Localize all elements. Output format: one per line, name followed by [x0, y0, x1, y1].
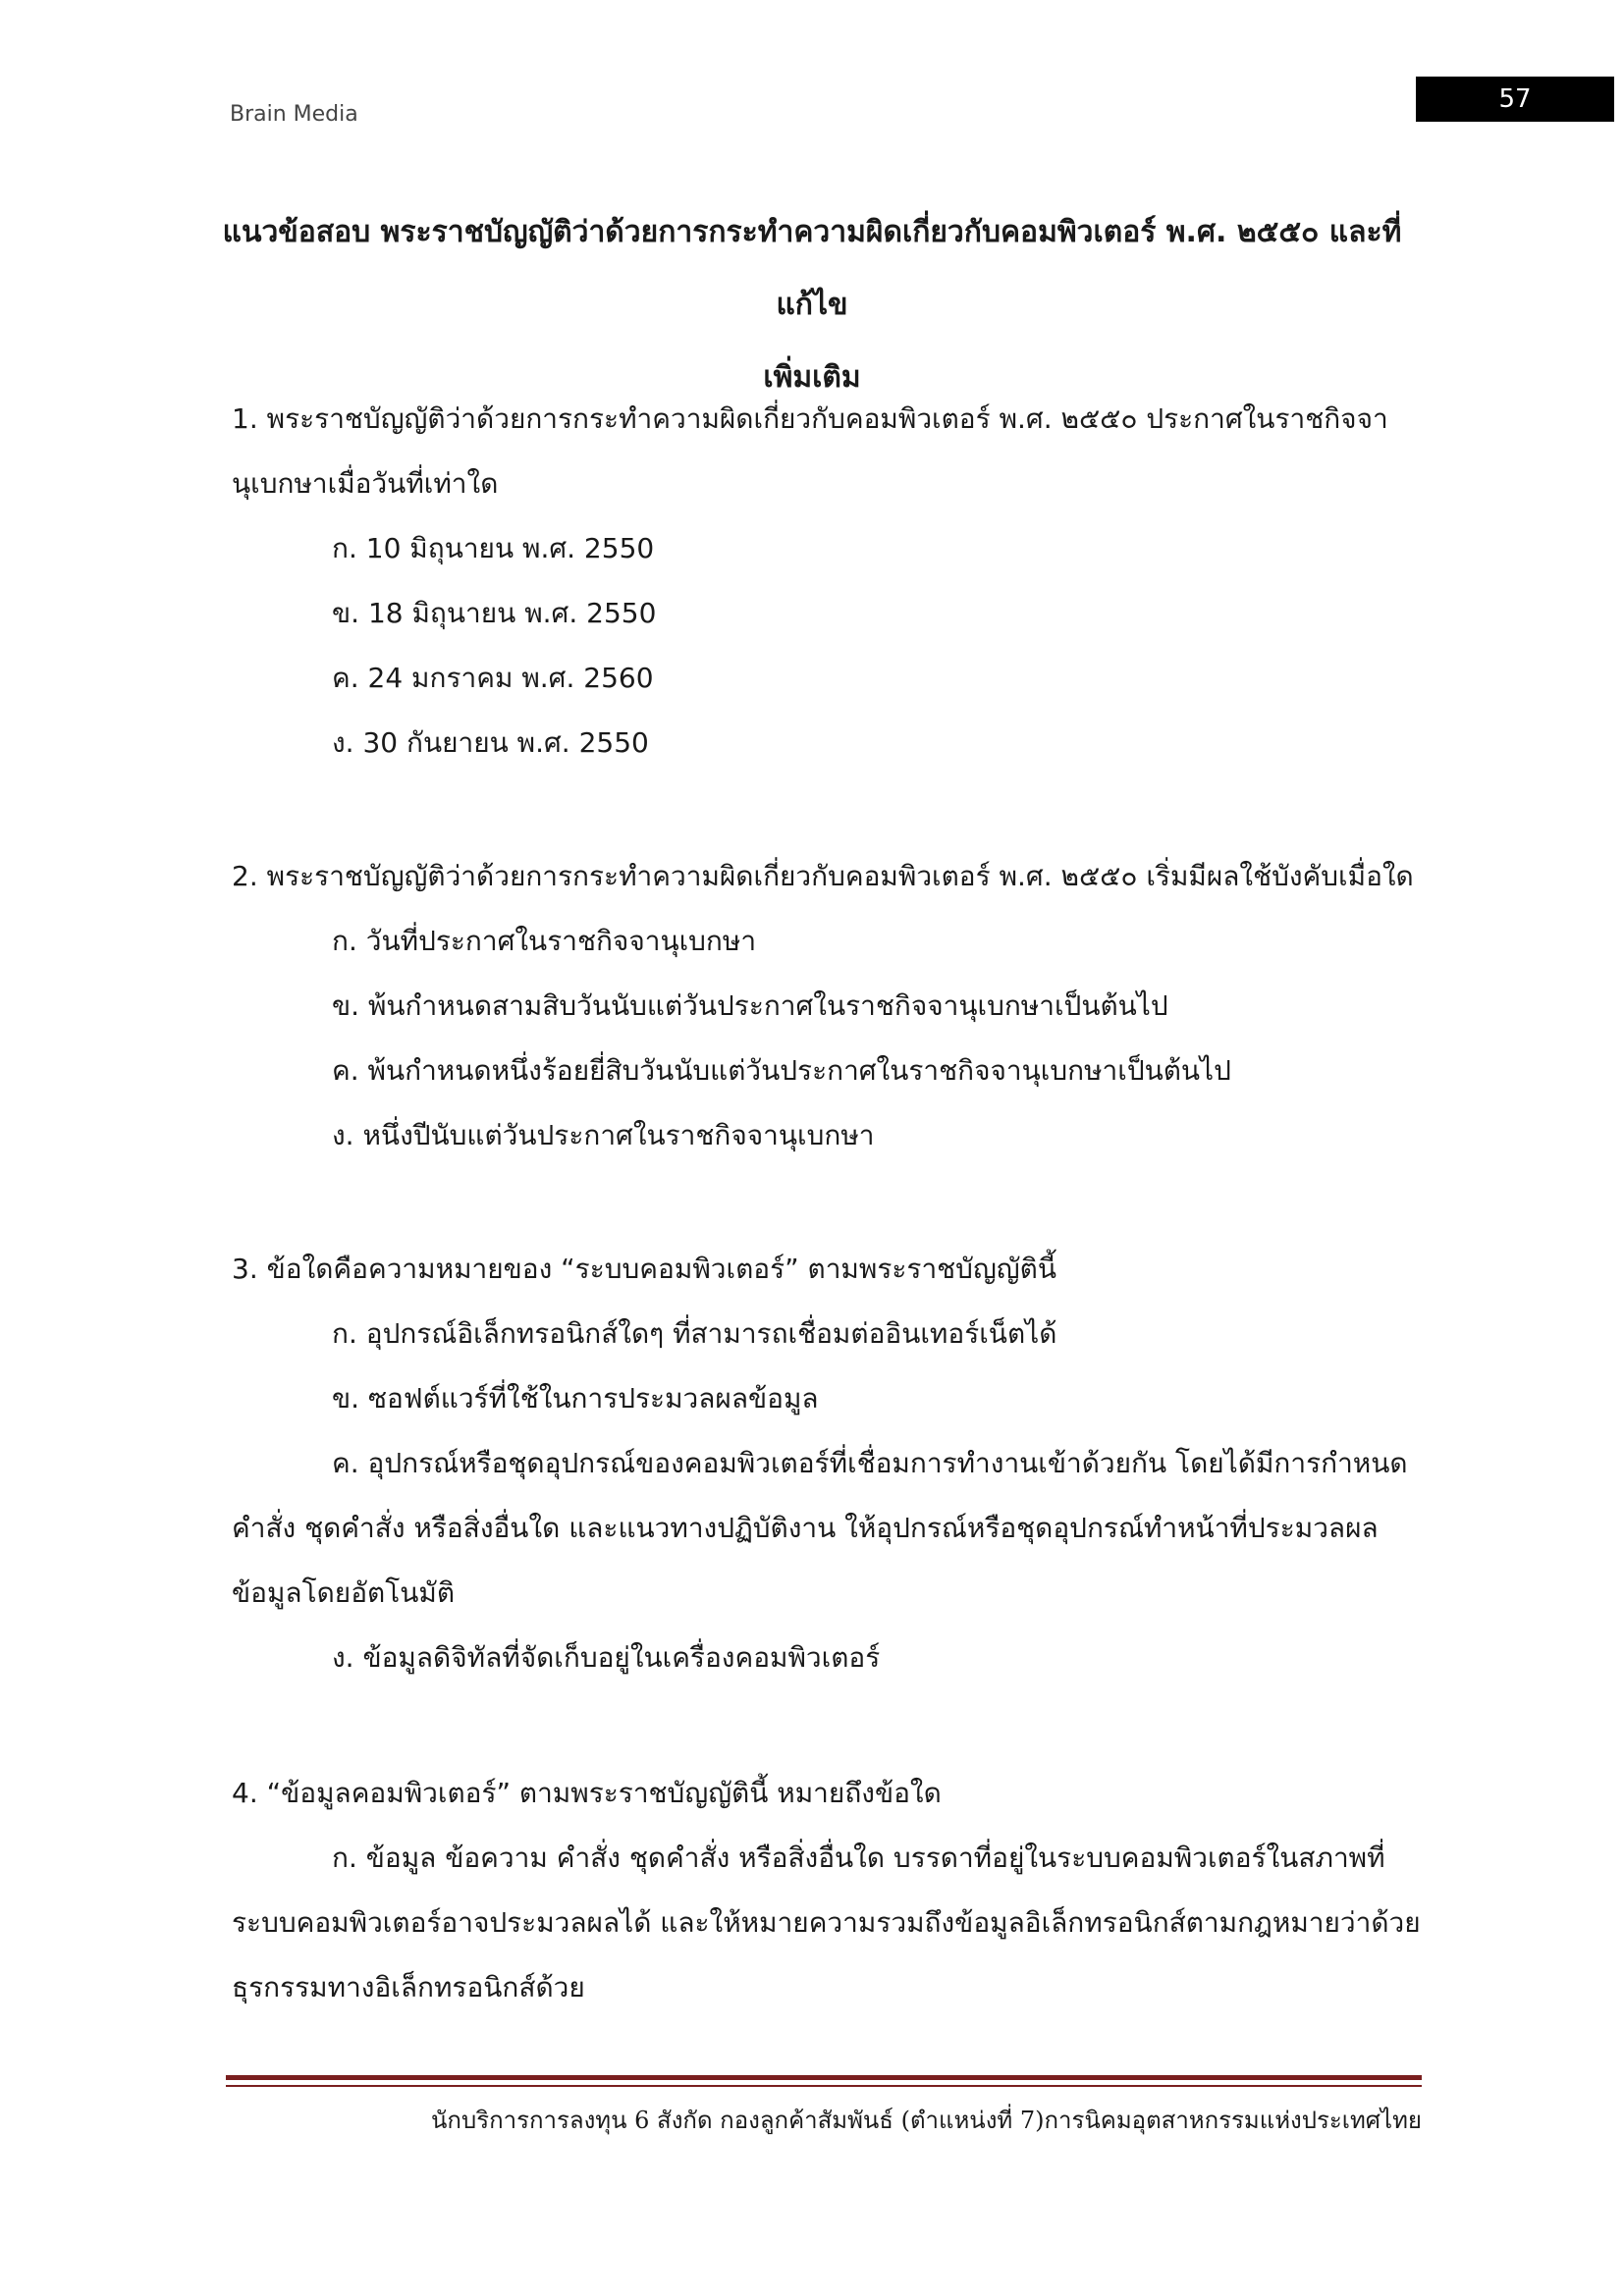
question-1 — [232, 387, 1388, 775]
page-title — [196, 196, 1428, 414]
question-text: นุเบกษาเมื่อวันที่เท่าใด — [232, 467, 499, 500]
option: ก. 10 มิถุนายน พ.ศ. 2550 — [332, 532, 655, 564]
footer-rule — [226, 2075, 1422, 2080]
option: ง. 30 กันยายน พ.ศ. 2550 — [332, 726, 649, 759]
option: ค. 24 มกราคม พ.ศ. 2560 — [332, 662, 654, 694]
question-text: 2. พระราชบัญญัติว่าด้วยการกระทำความผิดเกี่ยวกับคอมพิวเตอร์ พ.ศ. ๒๕๕๐ เริ่มมีผลใช้บังคับเมื่อใด — [232, 860, 1414, 892]
option: ก. ข้อมูล ข้อความ คำสั่ง ชุดคำสั่ง หรือสิ่งอื่นใด บรรดาที่อยู่ในระบบคอมพิวเตอร์ในสภาพที่ระบบคอมพิวเตอร์อาจประมวลผลได้ และให้หมายความรวมถึงข้อมูลอิเล็กทรอนิกส์ตามกฎหมายว่าด้วยธุรกรรมทางอิเล็กทรอนิกส์ด้วย — [232, 1842, 1421, 2003]
question-4 — [232, 1761, 1426, 2020]
option: ข. ซอฟต์แวร์ที่ใช้ในการประมวลผลข้อมูล — [332, 1382, 819, 1415]
question-text: 4. “ข้อมูลคอมพิวเตอร์” ตามพระราชบัญญัตินี้ หมายถึงข้อใด — [232, 1777, 942, 1809]
footer-rule-thin — [226, 2085, 1422, 2087]
question-2 — [232, 844, 1414, 1168]
option: ก. วันที่ประกาศในราชกิจจานุเบกษา — [332, 925, 757, 957]
option: ง. ข้อมูลดิจิทัลที่จัดเก็บอยู่ในเครื่องคอมพิวเตอร์ — [332, 1641, 881, 1674]
option: ค. พ้นกำหนดหนึ่งร้อยยี่สิบวันนับแต่วันประกาศในราชกิจจานุเบกษาเป็นต้นไป — [332, 1054, 1231, 1087]
option: ก. อุปกรณ์อิเล็กทรอนิกส์ใดๆ ที่สามารถเชื่อมต่ออินเทอร์เน็ตได้ — [332, 1317, 1057, 1350]
footer-text: นักบริการการลงทุน 6 สังกัด กองลูกค้าสัมพันธ์ (ตำแหน่งที่ 7)การนิคมอุตสาหกรรมแห่งประเทศไทย — [431, 2107, 1422, 2134]
page-number: 57 — [1416, 77, 1614, 122]
option: ข. 18 มิถุนายน พ.ศ. 2550 — [332, 597, 657, 629]
question-text: 1. พระราชบัญญัติว่าด้วยการกระทำความผิดเกี่ยวกับคอมพิวเตอร์ พ.ศ. ๒๕๕๐ ประกาศในราชกิจจา — [232, 402, 1388, 435]
option: ค. อุปกรณ์หรือชุดอุปกรณ์ของคอมพิวเตอร์ที่เชื่อมการทำงานเข้าด้วยกัน โดยได้มีการกำหนดคำสั่ง ชุดคำสั่ง หรือสิ่งอื่นใด และแนวทางปฏิบัติงาน ให้อุปกรณ์หรือชุดอุปกรณ์ทำหน้าที่ประมวลผลข้อมูลโดยอัตโนมัติ — [232, 1447, 1408, 1609]
option: ง. หนึ่งปีนับแต่วันประกาศในราชกิจจานุเบกษา — [332, 1119, 875, 1151]
title-line-1: แนวข้อสอบ พระราชบัญญัติว่าด้วยการกระทำความผิดเกี่ยวกับคอมพิวเตอร์ พ.ศ. ๒๕๕๐ และที่แก้ไข — [222, 215, 1402, 322]
title-line-2: เพิ่มเติม — [763, 360, 861, 395]
header-brand: Brain Media — [230, 102, 358, 127]
question-3 — [232, 1237, 1426, 1690]
option: ข. พ้นกำหนดสามสิบวันนับแต่วันประกาศในราชกิจจานุเบกษาเป็นต้นไป — [332, 989, 1168, 1022]
question-text: 3. ข้อใดคือความหมายของ “ระบบคอมพิวเตอร์” ตามพระราชบัญญัตินี้ — [232, 1253, 1056, 1285]
